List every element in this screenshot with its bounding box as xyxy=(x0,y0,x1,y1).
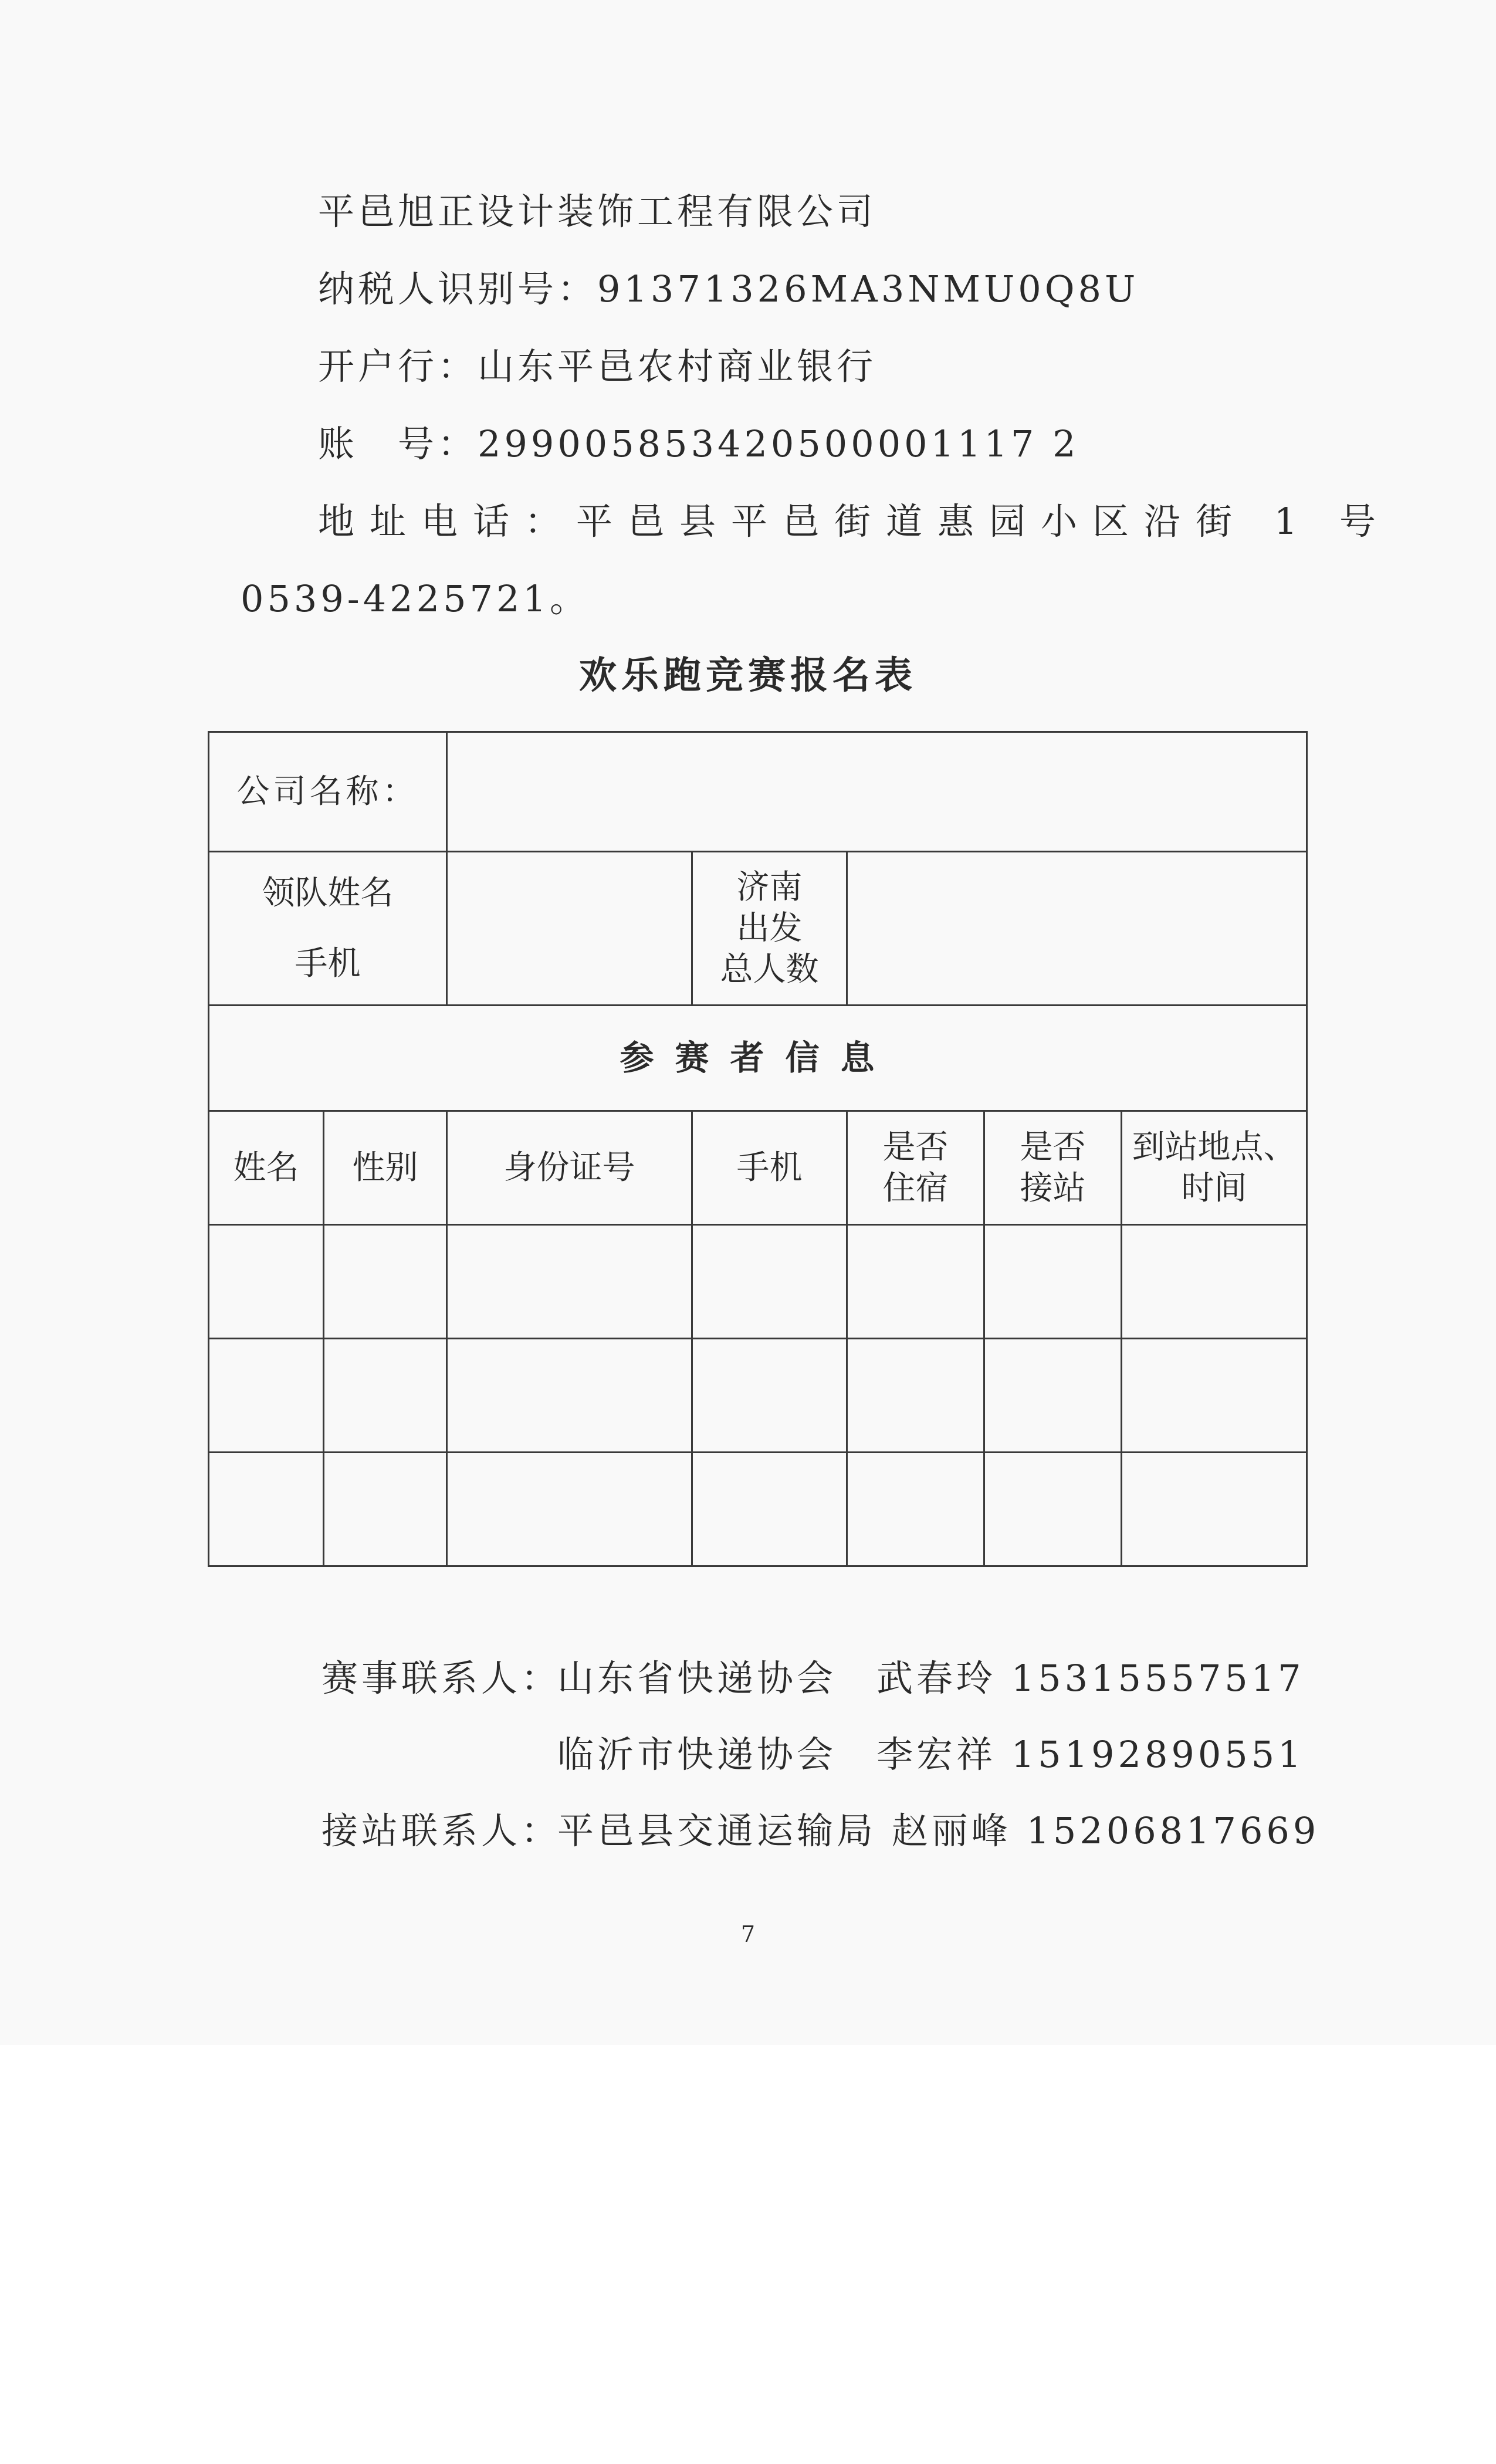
event-contact-1: 山东省快递协会 武春玲 15315557517 xyxy=(557,1657,1305,1700)
table-row xyxy=(209,1339,1307,1453)
leader-row xyxy=(209,852,1307,1006)
col-arrival xyxy=(1122,1111,1307,1225)
bank-name: 开户行：山东平邑农村商业银行 xyxy=(318,345,877,388)
phone-cell[interactable] xyxy=(692,1339,847,1453)
col-phone: 手机 xyxy=(692,1111,847,1225)
company-name-field[interactable] xyxy=(447,732,1307,852)
leader-phone-label: 手机 xyxy=(295,944,361,983)
col-arrival-2: 时间 xyxy=(1181,1169,1247,1207)
phone-cell[interactable] xyxy=(692,1225,847,1339)
jinan-label-3: 总人数 xyxy=(720,950,819,989)
col-lodging xyxy=(847,1111,984,1225)
participants-section-title: 参赛者信息 xyxy=(209,1006,1307,1111)
col-arrival-1: 到站地点、 xyxy=(1132,1128,1297,1166)
table-row xyxy=(209,1225,1307,1339)
col-name: 姓名 xyxy=(209,1111,324,1225)
gender-cell[interactable] xyxy=(324,1339,447,1453)
tax-id: 纳税人识别号：91371326MA3NMU0Q8U xyxy=(318,268,1139,310)
col-gender: 性别 xyxy=(324,1111,447,1225)
arrival-cell[interactable] xyxy=(1122,1225,1307,1339)
col-pickup xyxy=(984,1111,1122,1225)
pickup-cell[interactable] xyxy=(984,1453,1122,1566)
gender-cell[interactable] xyxy=(324,1453,447,1566)
company-name-label: 公司名称： xyxy=(209,732,447,852)
gender-cell[interactable] xyxy=(324,1225,447,1339)
registration-form xyxy=(208,731,1308,1567)
name-cell[interactable] xyxy=(209,1453,324,1566)
jinan-label-cell xyxy=(692,852,847,1006)
col-lodging-1: 是否 xyxy=(882,1128,949,1166)
leader-field[interactable] xyxy=(447,852,692,1006)
header-row xyxy=(209,1111,1307,1225)
address-phone-cont: 0539-4225721。 xyxy=(241,577,590,620)
company-name: 平邑旭正设计装饰工程有限公司 xyxy=(318,190,877,233)
table-row xyxy=(209,1453,1307,1566)
id-number-cell[interactable] xyxy=(447,1339,692,1453)
jinan-label-1: 济南 xyxy=(736,868,803,906)
company-row xyxy=(209,732,1307,852)
col-pickup-1: 是否 xyxy=(1020,1128,1086,1166)
lodging-cell[interactable] xyxy=(847,1339,984,1453)
leader-name-label: 领队姓名 xyxy=(262,874,394,912)
event-contact-2: 临沂市快递协会 李宏祥 15192890551 xyxy=(557,1733,1305,1776)
section-row xyxy=(209,1006,1307,1111)
phone-cell[interactable] xyxy=(692,1453,847,1566)
pickup-cell[interactable] xyxy=(984,1225,1122,1339)
account-number: 账 号：299005853420500001117 2 xyxy=(318,422,1079,465)
pickup-contact-1: 平邑县交通运输局 赵丽峰 15206817669 xyxy=(557,1809,1320,1852)
arrival-cell[interactable] xyxy=(1122,1453,1307,1566)
id-number-cell[interactable] xyxy=(447,1225,692,1339)
arrival-cell[interactable] xyxy=(1122,1339,1307,1453)
lodging-cell[interactable] xyxy=(847,1225,984,1339)
jinan-total-field[interactable] xyxy=(847,852,1307,1006)
jinan-label-2: 出发 xyxy=(736,909,803,947)
id-number-cell[interactable] xyxy=(447,1453,692,1566)
form-title: 欢乐跑竞赛报名表 xyxy=(579,654,917,698)
page-number: 7 xyxy=(740,1921,756,1947)
pickup-contact-label: 接站联系人： xyxy=(321,1809,561,1852)
lodging-cell[interactable] xyxy=(847,1453,984,1566)
col-id-number: 身份证号 xyxy=(447,1111,692,1225)
address-phone: 地址电话：平邑县平邑街道惠园小区沿街 1 号 xyxy=(318,500,1391,543)
pickup-cell[interactable] xyxy=(984,1339,1122,1453)
name-cell[interactable] xyxy=(209,1339,324,1453)
col-lodging-2: 住宿 xyxy=(882,1169,949,1207)
event-contact-label: 赛事联系人： xyxy=(321,1657,561,1700)
name-cell[interactable] xyxy=(209,1225,324,1339)
col-pickup-2: 接站 xyxy=(1020,1169,1086,1207)
leader-label-cell xyxy=(209,852,447,1006)
